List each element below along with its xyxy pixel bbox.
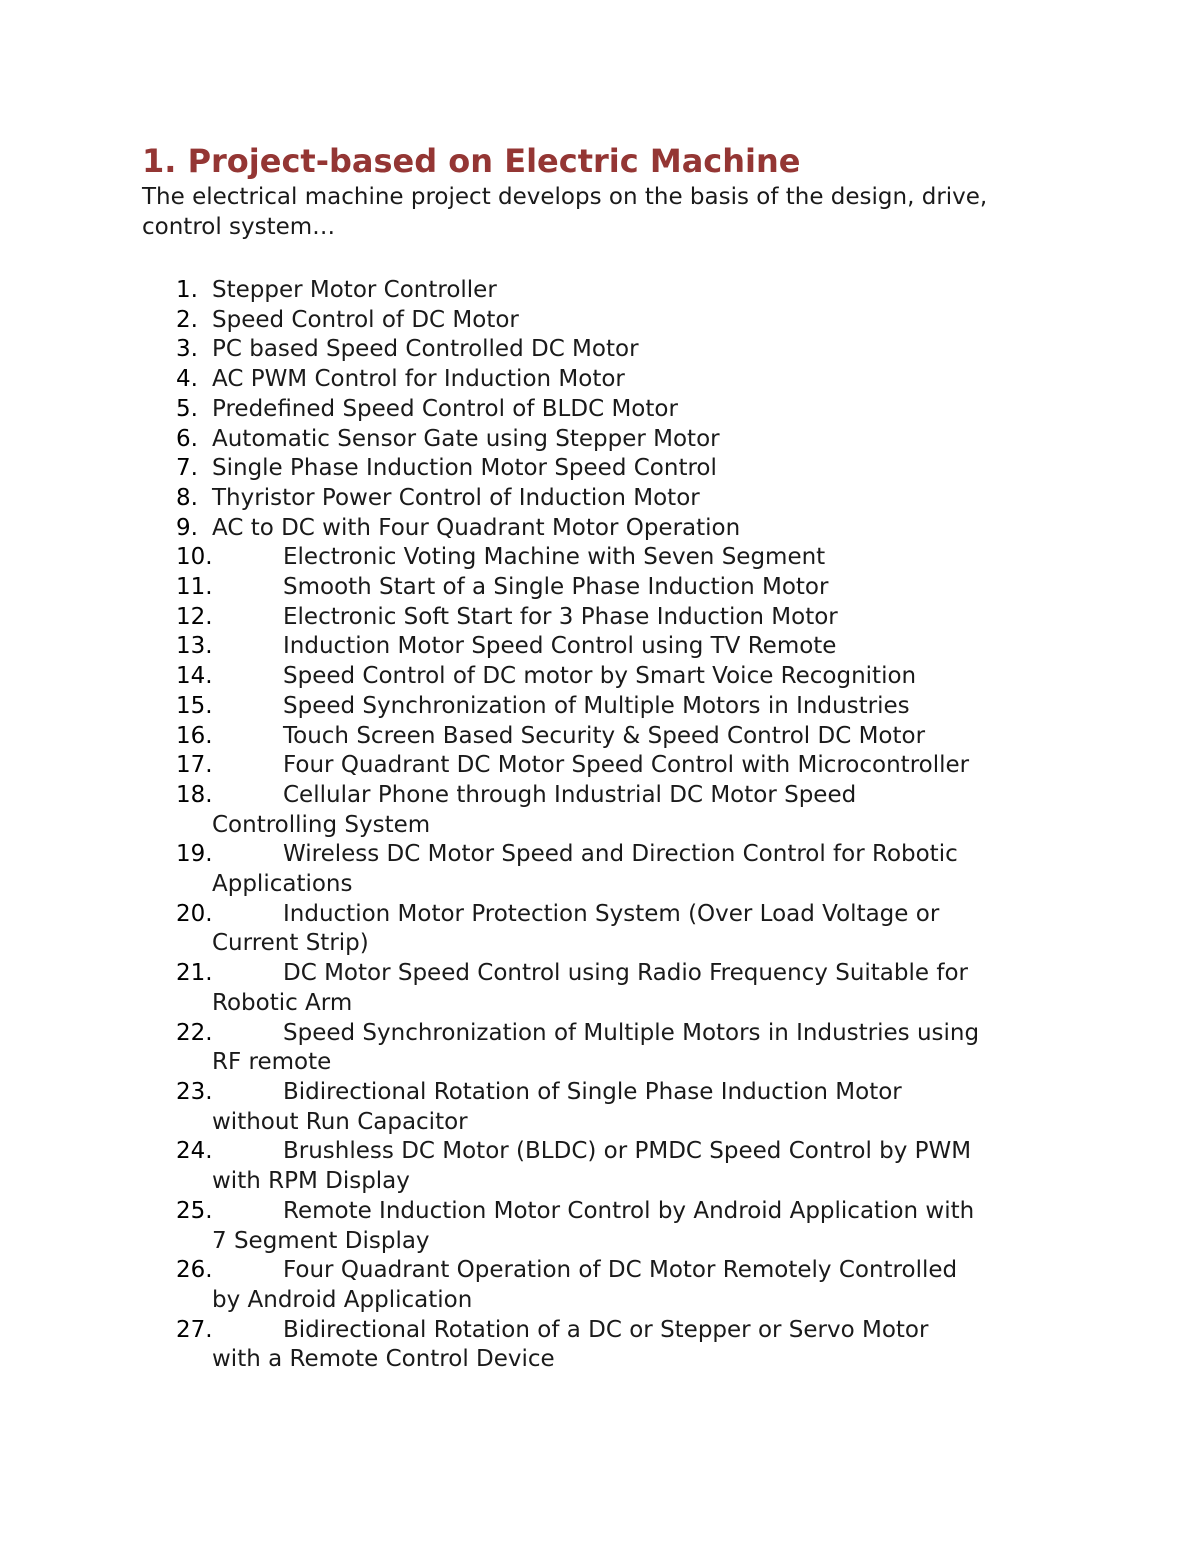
list-item-number: 22. (176, 1019, 213, 1046)
list-item (142, 365, 1072, 395)
list-item (142, 751, 1072, 781)
list-item (142, 959, 1072, 1018)
list-item-text: Touch Screen Based Security & Speed Control DC Motor (283, 722, 926, 749)
list-item (142, 543, 1072, 573)
list-item-text-continued: Controlling System (212, 811, 431, 838)
list-item (142, 1137, 1072, 1196)
list-item-text: Speed Control of DC motor by Smart Voice Recognition (283, 663, 917, 690)
list-item-number: 17. (176, 752, 213, 779)
list-item-number: 27. (176, 1316, 213, 1343)
list-item-text-continued: without Run Capacitor (212, 1108, 468, 1135)
list-item-text-continued: with a Remote Control Device (212, 1346, 555, 1373)
list-item (142, 1316, 1072, 1375)
document-page (142, 142, 1072, 1375)
list-item-text: Thyristor Power Control of Induction Motor (212, 484, 700, 511)
list-item-text: Four Quadrant Operation of DC Motor Remotely Controlled (283, 1257, 958, 1284)
list-item-text: Bidirectional Rotation of Single Phase Induction Motor (283, 1078, 902, 1105)
list-item-number: 25. (176, 1197, 213, 1224)
list-item (142, 276, 1072, 306)
list-item-number: 6. (176, 425, 198, 452)
list-item-text-continued: with RPM Display (212, 1168, 410, 1195)
list-item-number: 13. (176, 633, 213, 660)
list-item (142, 840, 1072, 899)
list-item-text: Speed Control of DC Motor (212, 306, 519, 333)
list-item-text: AC to DC with Four Quadrant Motor Operation (212, 514, 741, 541)
list-item-number: 16. (176, 722, 213, 749)
list-item (142, 1256, 1072, 1315)
section-heading: 1. Project-based on Electric Machine (142, 142, 801, 180)
list-item-number: 20. (176, 900, 213, 927)
list-item-number: 9. (176, 514, 198, 541)
list-item-text: PC based Speed Controlled DC Motor (212, 336, 639, 363)
list-item (142, 632, 1072, 662)
list-item (142, 722, 1072, 752)
list-item-number: 4. (176, 366, 198, 393)
list-item (142, 335, 1072, 365)
list-item-number: 21. (176, 960, 213, 987)
list-item-text-continued: Current Strip) (212, 930, 369, 957)
list-item-number: 5. (176, 395, 198, 422)
list-item (142, 781, 1072, 840)
list-item-text: Predefined Speed Control of BLDC Motor (212, 395, 678, 422)
list-item-text: Wireless DC Motor Speed and Direction Control for Robotic (283, 841, 958, 868)
list-item-number: 23. (176, 1078, 213, 1105)
list-item-text: Automatic Sensor Gate using Stepper Motor (212, 425, 720, 452)
list-item-text: Stepper Motor Controller (212, 277, 497, 303)
list-item-text: Brushless DC Motor (BLDC) or PMDC Speed Control by PWM (283, 1138, 972, 1165)
list-item-number: 12. (176, 603, 213, 630)
list-item (142, 1078, 1072, 1137)
list-item-text: AC PWM Control for Induction Motor (212, 366, 625, 393)
list-item-text: Four Quadrant DC Motor Speed Control with Microcontroller (283, 752, 970, 779)
list-item-text: Remote Induction Motor Control by Android Application with (283, 1197, 975, 1224)
list-item-number: 2. (176, 306, 198, 333)
list-item-number: 18. (176, 781, 213, 808)
list-item (142, 306, 1072, 336)
list-item-text-continued: RF remote (212, 1049, 332, 1076)
intro-paragraph: The electrical machine project develops on the basis of the design, drive, control system… (142, 184, 988, 240)
list-item-text: Induction Motor Speed Control using TV Remote (283, 633, 837, 660)
list-item-text: Bidirectional Rotation of a DC or Stepper or Servo Motor (283, 1316, 929, 1343)
list-item-number: 14. (176, 663, 213, 690)
list-item-number: 1. (176, 277, 198, 303)
list-item-number: 26. (176, 1257, 213, 1284)
list-item (142, 662, 1072, 692)
list-item-text: Electronic Voting Machine with Seven Segment (283, 544, 826, 571)
list-item (142, 484, 1072, 514)
list-item (142, 425, 1072, 455)
list-item (142, 900, 1072, 959)
list-item-number: 3. (176, 336, 198, 363)
list-item-text: DC Motor Speed Control using Radio Frequency Suitable for (283, 960, 968, 987)
list-item-number: 19. (176, 841, 213, 868)
list-item-text: Speed Synchronization of Multiple Motors in Industries (283, 692, 910, 719)
list-item-number: 24. (176, 1138, 213, 1165)
list-item-text-continued: Applications (212, 871, 353, 898)
list-item-number: 8. (176, 484, 198, 511)
project-list (142, 276, 1072, 1375)
list-item-text: Speed Synchronization of Multiple Motors in Industries using (283, 1019, 980, 1046)
list-item-text: Single Phase Induction Motor Speed Control (212, 455, 717, 482)
list-item (142, 603, 1072, 633)
list-item (142, 573, 1072, 603)
list-item-text-continued: Robotic Arm (212, 989, 353, 1016)
list-item (142, 1019, 1072, 1078)
list-item (142, 395, 1072, 425)
list-item-number: 7. (176, 455, 198, 482)
list-item-text: Smooth Start of a Single Phase Induction Motor (283, 574, 829, 601)
list-item-number: 10. (176, 544, 213, 571)
list-item (142, 514, 1072, 544)
list-item-number: 11. (176, 574, 213, 601)
list-item-text: Cellular Phone through Industrial DC Motor Speed (283, 781, 857, 808)
list-item (142, 692, 1072, 722)
list-item-text: Electronic Soft Start for 3 Phase Induction Motor (283, 603, 838, 630)
list-item-text: Induction Motor Protection System (Over Load Voltage or (283, 900, 940, 927)
list-item-number: 15. (176, 692, 213, 719)
list-item-text-continued: by Android Application (212, 1286, 473, 1313)
list-item (142, 454, 1072, 484)
list-item-text-continued: 7 Segment Display (212, 1227, 430, 1254)
list-item (142, 1197, 1072, 1256)
